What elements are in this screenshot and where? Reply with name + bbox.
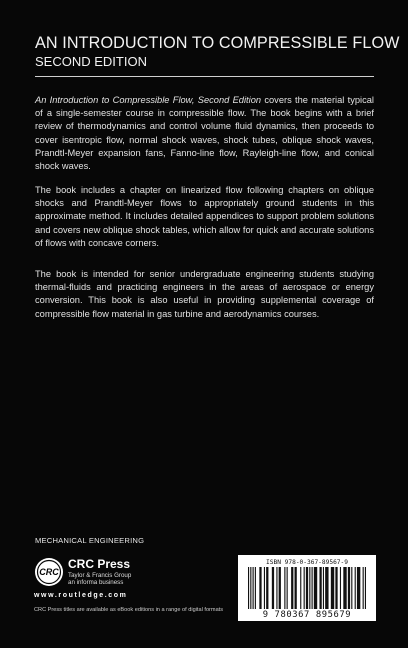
publisher-business: an informa business <box>68 579 124 586</box>
barcode-bar <box>348 567 350 609</box>
barcode-bar <box>331 567 334 609</box>
barcode-bar <box>340 567 341 609</box>
barcode-bar <box>250 567 251 609</box>
barcode-bar <box>363 567 364 609</box>
barcode-bar <box>306 567 308 609</box>
barcode-bar <box>314 567 317 609</box>
isbn-barcode <box>238 555 376 621</box>
isbn-label: ISBN 978-0-367-89567-9 <box>266 559 348 566</box>
barcode-bar <box>300 567 301 609</box>
barcode-bar <box>304 567 305 609</box>
barcode-bar <box>279 567 281 609</box>
description-book-title: An Introduction to Compressible Flow, Second Edition <box>35 95 262 105</box>
barcode-bar <box>335 567 337 609</box>
barcode-bar <box>355 567 356 609</box>
description-paragraph-3: The book is intended for senior undergraduate engineering students studying thermal-fluids and practicing engineers in the areas of aerospace or energy conversion. This book is also useful in providing supplemental coverage of compressible flow material in gas turbine and aerodynamics courses. <box>35 269 374 319</box>
description-paragraph-1 <box>35 94 374 173</box>
crc-logo-text: CRC <box>39 567 59 578</box>
publisher-group: Taylor & Francis Group <box>68 572 132 579</box>
barcode-bar <box>284 567 285 609</box>
book-edition: SECOND EDITION <box>35 54 147 69</box>
publisher-logo <box>34 557 204 597</box>
barcode-bar <box>276 567 277 609</box>
title-divider <box>35 76 374 77</box>
barcode-bar <box>272 567 274 609</box>
subject-category: MECHANICAL ENGINEERING <box>35 536 145 545</box>
crc-logo-icon <box>34 557 64 587</box>
barcode-bar <box>259 567 261 609</box>
barcode-bar <box>266 567 268 609</box>
publisher-website: www.routledge.com <box>34 592 128 599</box>
barcode-bar <box>357 567 360 609</box>
barcode-bar <box>343 567 346 609</box>
barcode-bars <box>248 567 366 609</box>
barcode-bar <box>264 567 265 609</box>
barcode-bar <box>351 567 352 609</box>
barcode-bar <box>319 567 321 609</box>
barcode-bar <box>291 567 293 609</box>
ebook-note: CRC Press titles are available as eBook editions in a range of digital formats <box>34 607 224 613</box>
barcode-bar <box>312 567 313 609</box>
barcode-bar <box>255 567 256 609</box>
description-paragraph-1-text: covers the material typical of a single-semester course in compressible flow. The book begins with a brief review of thermodynamics and control volume fluid dynamics, then proceeds to cover isentropic flow, normal shock waves, shock tubes, oblique shock waves, Prandtl-Meyer expansion fans, Fanno-line flow, Rayleigh-line flow, and conical shock waves. <box>35 95 374 172</box>
barcode-bar <box>287 567 288 609</box>
barcode-bar <box>365 567 366 609</box>
book-title: AN INTRODUCTION TO COMPRESSIBLE FLOW <box>35 34 400 52</box>
barcode-bar <box>253 567 254 609</box>
description-paragraph-2: The book includes a chapter on linearized flow following chapters on oblique shocks and Prandtl-Meyer flows to appropriately ground students in this approximate method. It includes detailed appendices to support problem solutions and covers new oblique shock tables, which allow for quick and accurate solutions of flows with concave corners. <box>35 185 374 248</box>
barcode-bar <box>325 567 328 609</box>
barcode-digits: 9 780367 895679 <box>262 610 352 620</box>
barcode-bar <box>248 567 249 609</box>
barcode-bar <box>295 567 297 609</box>
publisher-name: CRC Press <box>68 557 131 571</box>
barcode-bar <box>323 567 324 609</box>
barcode-bar <box>309 567 310 609</box>
